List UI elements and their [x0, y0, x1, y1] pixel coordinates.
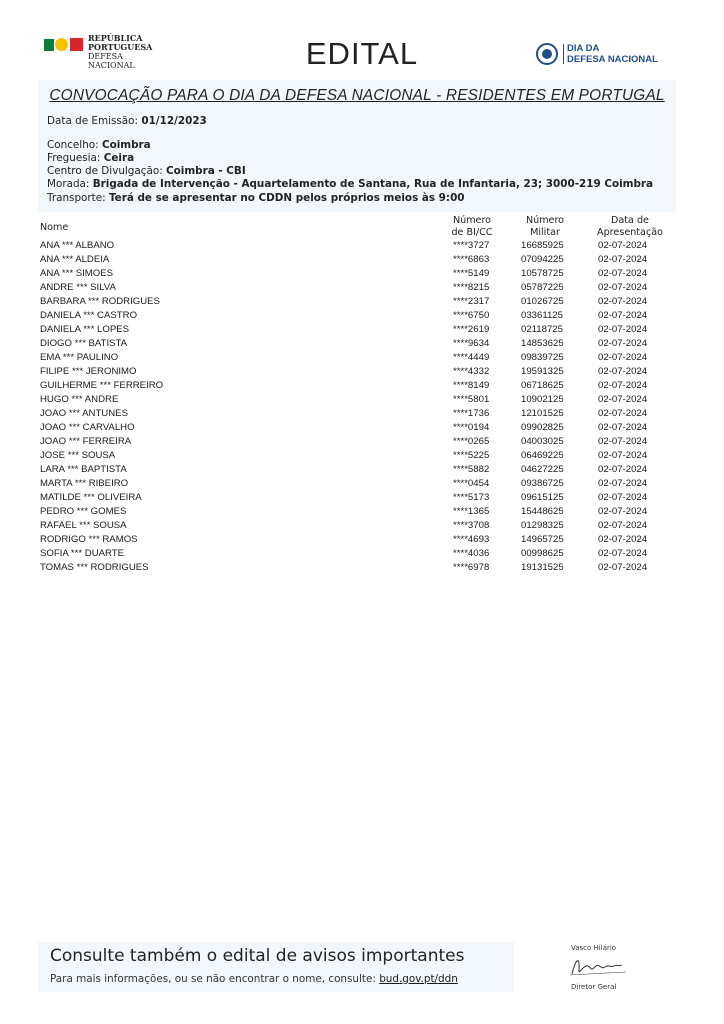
column-header-name [40, 222, 68, 234]
row-name: PEDRO *** GOMES [40, 506, 127, 517]
row-name: SOFIA *** DUARTE [40, 548, 125, 559]
row-military-number: 09902825 [521, 422, 564, 433]
concelho-label: Concelho: [47, 139, 99, 151]
row-military-number: 07094225 [521, 254, 564, 265]
row-name: RODRIGO *** RAMOS [40, 534, 138, 545]
logo-right-text [567, 43, 658, 65]
page-title: EDITAL [305, 36, 419, 71]
logo-left-line: DEFESA [88, 52, 123, 61]
row-name: MARTA *** RIBEIRO [40, 478, 129, 489]
table-row [40, 253, 680, 267]
column-header-name-label: Nome [40, 222, 69, 233]
convocation-table [40, 239, 680, 575]
table-row [40, 561, 680, 575]
emission-date [47, 115, 207, 127]
row-name: RAFAEL *** SOUSA [40, 520, 127, 531]
column-header-line: Data de [611, 215, 649, 226]
row-bi-number: ****1365 [453, 506, 490, 517]
row-name: EMA *** PAULINO [40, 352, 119, 363]
table-row [40, 239, 680, 253]
row-name: DIOGO *** BATISTA [40, 338, 128, 349]
row-military-number: 09839725 [521, 352, 564, 363]
row-name: ANA *** ALDEIA [40, 254, 110, 265]
signatory-role: Diretor Geral [571, 983, 617, 991]
row-name: TOMAS *** RODRIGUES [40, 562, 149, 573]
row-bi-number: ****2619 [453, 324, 490, 335]
convocation-title: CONVOCAÇÃO PARA O DIA DA DEFESA NACIONAL - RESIDENTES EM PORTUGAL [49, 87, 665, 104]
row-military-number: 15448625 [521, 506, 564, 517]
row-bi-number: ****5149 [453, 268, 490, 279]
row-name: FILIPE *** JERONIMO [40, 366, 137, 377]
row-bi-number: ****4332 [453, 366, 490, 377]
row-presentation-date: 02-07-2024 [598, 394, 648, 405]
row-bi-number: ****4449 [453, 352, 490, 363]
row-presentation-date: 02-07-2024 [598, 436, 648, 447]
row-presentation-date: 02-07-2024 [598, 282, 648, 293]
table-row [40, 295, 680, 309]
row-military-number: 06469225 [521, 450, 564, 461]
row-presentation-date: 02-07-2024 [598, 562, 648, 573]
centro-line [47, 165, 246, 177]
row-bi-number: ****8149 [453, 380, 490, 391]
logo-right-line: DIA DA [567, 43, 600, 54]
row-name: ANDRE *** SILVA [40, 282, 116, 293]
logo-left-line: REPÚBLICA [88, 33, 143, 43]
table-row [40, 449, 680, 463]
row-bi-number: ****3708 [453, 520, 490, 531]
row-military-number: 10902125 [521, 394, 564, 405]
footer-subtitle [50, 973, 458, 985]
table-row [40, 267, 680, 281]
footer-link[interactable]: bud.gov.pt/ddn [379, 973, 458, 985]
row-bi-number: ****2317 [453, 296, 490, 307]
column-header-date [590, 215, 670, 239]
row-military-number: 14965725 [521, 534, 564, 545]
column-header-line: de BI/CC [451, 227, 493, 238]
row-bi-number: ****5801 [453, 394, 490, 405]
concelho-value: Coimbra [101, 139, 151, 151]
concelho-line [47, 139, 151, 151]
seal-icon [536, 43, 558, 65]
row-bi-number: ****6750 [453, 310, 490, 321]
row-bi-number: ****5882 [453, 464, 490, 475]
row-presentation-date: 02-07-2024 [598, 352, 648, 363]
logo-left-line: PORTUGUESA [88, 42, 153, 52]
row-bi-number: ****0265 [453, 436, 490, 447]
row-name: DANIELA *** LOPES [40, 324, 130, 335]
row-military-number: 05787225 [521, 282, 564, 293]
table-row [40, 351, 680, 365]
table-row [40, 309, 680, 323]
centro-label: Centro de Divulgação: [47, 165, 163, 177]
row-name: JOAO *** CARVALHO [40, 422, 135, 433]
column-header-bi [440, 215, 504, 239]
row-military-number: 04003025 [521, 436, 564, 447]
emission-value: 01/12/2023 [141, 115, 207, 127]
table-row [40, 337, 680, 351]
row-bi-number: ****3727 [453, 240, 490, 251]
row-presentation-date: 02-07-2024 [598, 296, 648, 307]
row-presentation-date: 02-07-2024 [598, 450, 648, 461]
row-name: DANIELA *** CASTRO [40, 310, 138, 321]
row-presentation-date: 02-07-2024 [598, 310, 648, 321]
row-presentation-date: 02-07-2024 [598, 268, 648, 279]
row-bi-number: ****5173 [453, 492, 490, 503]
row-name: JOAO *** FERREIRA [40, 436, 132, 447]
row-name: ANA *** ALBANO [40, 240, 115, 251]
column-header-line: Número [525, 215, 565, 226]
row-military-number: 04627225 [521, 464, 564, 475]
table-row [40, 421, 680, 435]
freguesia-value: Ceira [103, 152, 135, 164]
row-presentation-date: 02-07-2024 [598, 492, 648, 503]
row-bi-number: ****1736 [453, 408, 490, 419]
table-row [40, 393, 680, 407]
row-presentation-date: 02-07-2024 [598, 534, 648, 545]
row-bi-number: ****9634 [453, 338, 490, 349]
table-row [40, 505, 680, 519]
row-military-number: 03361125 [521, 310, 563, 321]
table-row [40, 323, 680, 337]
row-presentation-date: 02-07-2024 [598, 520, 648, 531]
row-name: ANA *** SIMOES [40, 268, 114, 279]
row-bi-number: ****6978 [453, 562, 490, 573]
transporte-label: Transporte: [47, 192, 106, 204]
morada-line [47, 178, 653, 190]
emission-label: Data de Emissão: [47, 115, 139, 127]
row-bi-number: ****4693 [453, 534, 490, 545]
footer-subtitle-text: Para mais informações, ou se não encontrar o nome, consulte: [50, 973, 376, 985]
dia-defesa-nacional-logo [536, 42, 666, 72]
table-row [40, 463, 680, 477]
row-bi-number: ****0194 [453, 422, 490, 433]
row-military-number: 19131525 [521, 562, 564, 573]
row-presentation-date: 02-07-2024 [598, 254, 648, 265]
table-row [40, 281, 680, 295]
freguesia-line [47, 152, 134, 164]
column-header-line: Número [452, 215, 492, 226]
row-bi-number: ****6863 [453, 254, 490, 265]
table-row [40, 519, 680, 533]
row-military-number: 00998625 [521, 548, 564, 559]
table-row [40, 533, 680, 547]
table-row [40, 365, 680, 379]
morada-label: Morada: [47, 178, 90, 190]
row-presentation-date: 02-07-2024 [598, 422, 648, 433]
table-row [40, 379, 680, 393]
row-military-number: 14853625 [521, 338, 564, 349]
row-military-number: 12101525 [521, 408, 564, 419]
row-bi-number: ****5225 [453, 450, 490, 461]
row-name: BARBARA *** RODRIGUES [40, 296, 160, 307]
row-military-number: 09615125 [521, 492, 564, 503]
transporte-value: Terá de se apresentar no CDDN pelos próprios meios às 9:00 [108, 192, 465, 204]
row-military-number: 01026725 [521, 296, 564, 307]
footer-title: Consulte também o edital de avisos importantes [50, 946, 465, 966]
row-name: HUGO *** ANDRE [40, 394, 119, 405]
row-name: JOSE *** SOUSA [40, 450, 116, 461]
centro-value: Coimbra - CBI [166, 165, 246, 177]
row-presentation-date: 02-07-2024 [598, 366, 648, 377]
row-presentation-date: 02-07-2024 [598, 464, 648, 475]
row-presentation-date: 02-07-2024 [598, 506, 648, 517]
logo-left-line: NACIONAL [88, 61, 135, 70]
freguesia-label: Freguesia: [47, 152, 101, 164]
row-military-number: 01298325 [521, 520, 564, 531]
row-name: GUILHERME *** FERREIRO [40, 380, 164, 391]
row-bi-number: ****0454 [453, 478, 490, 489]
table-row [40, 477, 680, 491]
row-military-number: 02118725 [521, 324, 563, 335]
row-presentation-date: 02-07-2024 [598, 324, 648, 335]
signatory-name: Vasco Hilário [571, 944, 617, 952]
column-header-line: Militar [530, 227, 560, 238]
logo-divider [563, 44, 564, 64]
row-bi-number: ****4036 [453, 548, 490, 559]
transporte-line [47, 192, 465, 204]
row-presentation-date: 02-07-2024 [598, 548, 648, 559]
logo-right-line: DEFESA NACIONAL [567, 54, 658, 65]
row-name: MATILDE *** OLIVEIRA [40, 492, 142, 503]
morada-value: Brigada de Intervenção - Aquartelamento de Santana, Rua de Infantaria, 23; 3000-219 Coimbra [92, 178, 654, 190]
row-name: LARA *** BAPTISTA [40, 464, 127, 475]
row-military-number: 09386725 [521, 478, 564, 489]
column-header-military [510, 215, 580, 239]
signature-scribble [566, 952, 630, 978]
row-presentation-date: 02-07-2024 [598, 408, 648, 419]
row-presentation-date: 02-07-2024 [598, 338, 648, 349]
row-presentation-date: 02-07-2024 [598, 478, 648, 489]
row-military-number: 19591325 [521, 366, 564, 377]
row-presentation-date: 02-07-2024 [598, 380, 648, 391]
table-row [40, 547, 680, 561]
table-row [40, 407, 680, 421]
row-presentation-date: 02-07-2024 [598, 240, 648, 251]
row-military-number: 06718625 [521, 380, 564, 391]
row-name: JOAO *** ANTUNES [40, 408, 128, 419]
column-header-line: Apresentação [597, 227, 663, 238]
row-bi-number: ****8215 [453, 282, 490, 293]
table-row [40, 491, 680, 505]
table-row [40, 435, 680, 449]
row-military-number: 10578725 [521, 268, 564, 279]
row-military-number: 16685925 [521, 240, 564, 251]
